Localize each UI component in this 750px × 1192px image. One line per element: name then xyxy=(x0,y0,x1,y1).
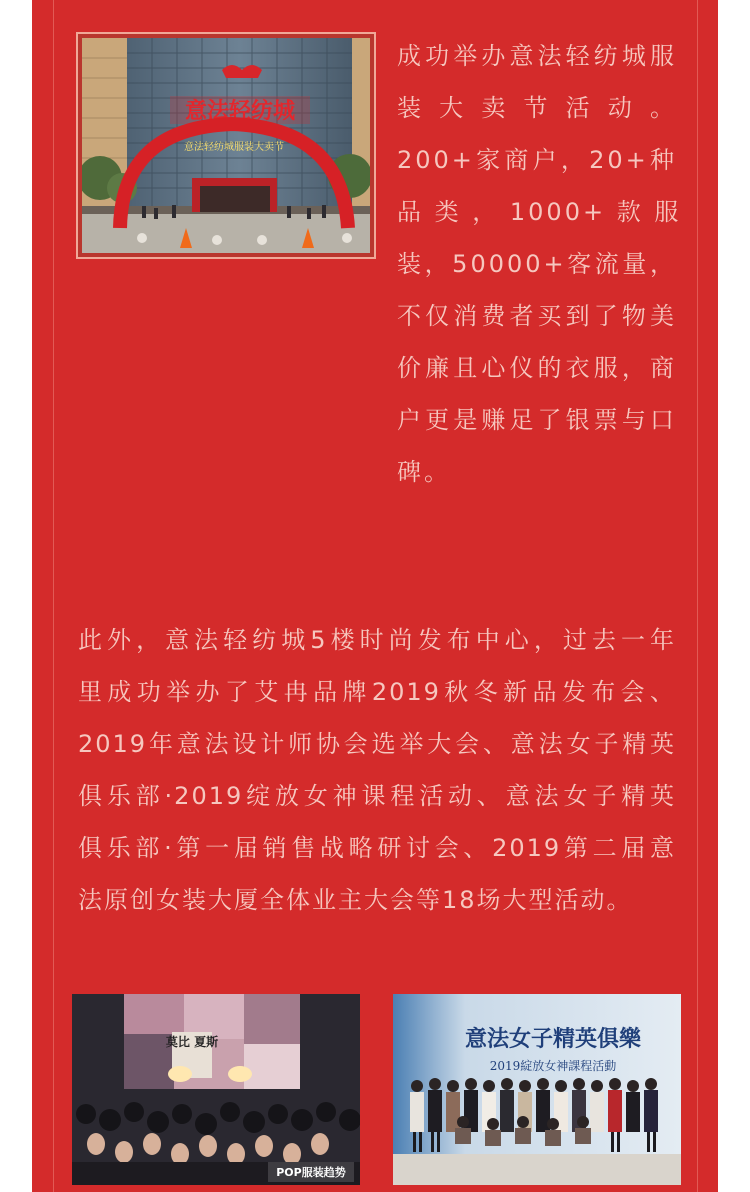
intro-line: 品 类 ， 1000+ 款 服 xyxy=(397,198,682,226)
intro-line: 200+家商户，20+种 xyxy=(397,146,677,174)
events-line: 2019年意法设计师协会选举大会、意法女子精英 xyxy=(78,730,676,758)
group-photo-illustration xyxy=(393,994,681,1185)
left-border-line xyxy=(53,0,54,1192)
arch-banner-text: 意法轻纺城服装大卖节 xyxy=(184,142,284,153)
events-line: 俱乐部·2019绽放女神课程活动、意法女子精英 xyxy=(78,782,676,810)
events-line: 法原创女装大厦全体业主大会等18场大型活动。 xyxy=(78,886,633,914)
poster-text: 莫比 夏斯 xyxy=(165,1035,219,1049)
storefront-photo xyxy=(82,38,370,253)
intro-line: 装，50000+客流量， xyxy=(397,250,677,278)
intro-paragraph xyxy=(397,30,682,498)
events-line: 此外，意法轻纺城5楼时尚发布中心，过去一年 xyxy=(78,626,676,654)
watermark-text: POP服装趋势 xyxy=(276,1166,346,1179)
storefront-photo-frame xyxy=(76,32,376,259)
banner-title: 意法女子精英俱樂 xyxy=(464,1026,642,1052)
intro-line: 不仅消费者买到了物美 xyxy=(397,302,677,330)
events-line: 俱乐部·第一届销售战略研讨会、2019第二届意 xyxy=(78,834,676,862)
group-photo xyxy=(393,994,681,1185)
intro-line: 装 大 卖 节 活 动 。 xyxy=(397,94,677,122)
banner-subtitle: 2019綻放女神課程活動 xyxy=(489,1059,617,1073)
events-paragraph xyxy=(78,614,676,926)
events-line: 里成功举办了艾冉品牌2019秋冬新品发布会、 xyxy=(78,678,676,706)
intro-line: 户更是赚足了银票与口 xyxy=(397,406,677,434)
intro-line: 碑。 xyxy=(397,458,451,486)
right-border-line xyxy=(697,0,698,1192)
intro-line: 成功举办意法轻纺城服 xyxy=(397,42,677,70)
building-sign-text: 意法轻纺城 xyxy=(184,99,296,124)
fashion-show-photo xyxy=(72,994,360,1185)
fashion-show-illustration xyxy=(72,994,360,1185)
storefront-illustration xyxy=(82,38,370,253)
intro-line: 价廉且心仪的衣服，商 xyxy=(397,354,677,382)
